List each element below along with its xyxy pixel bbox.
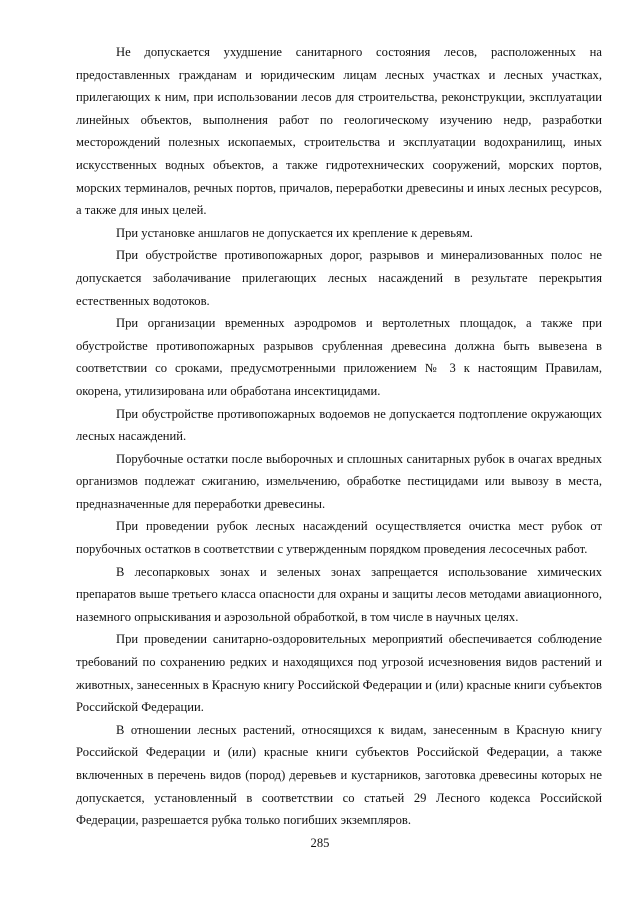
paragraph-6: Порубочные остатки после выборочных и сплошных санитарных рубок в очагах вредных организмов подлежат сжиганию, измельчению, обработке пестицидами или вывозу в места, предназначенные для переработки древесины. <box>76 451 602 511</box>
body-text <box>76 41 602 832</box>
paragraph-8: В лесопарковых зонах и зеленых зонах запрещается использование химических препаратов выше третьего класса опасности для охраны и защиты лесов методами авиационного, наземного опрыскивания и аэрозольной обработкой, в том числе в научных целях. <box>76 564 602 624</box>
paragraph-9: При проведении санитарно-оздоровительных мероприятий обеспечивается соблюдение требований по сохранению редких и находящихся под угрозой исчезновения видов растений и животных, занесенных в Красную книгу Российской Федерации и (или) красные книги субъектов Российской Федерации. <box>76 632 602 715</box>
paragraph-2: При установке аншлагов не допускается их крепление к деревьям. <box>116 225 473 240</box>
paragraph-7: При проведении рубок лесных насаждений осуществляется очистка мест рубок от порубочных остатков в соответствии с утвержденным порядком проведения лесосечных работ. <box>76 519 602 557</box>
paragraph-3: При обустройстве противопожарных дорог, разрывов и минерализованных полос не допускается заболачивание прилегающих лесных насаждений в результате перекрытия естественных водотоков. <box>76 248 602 308</box>
paragraph-1: Не допускается ухудшение санитарного состояния лесов, расположенных на предоставленных гражданам и юридическим лицам лесных участках и лесных участках, прилегающих к ним, при использовании лесов для строительства, реконструкции, эксплуатации линейных объектов, выполнения работ по геологическому изучению недр, разработки месторождений полезных ископаемых, строительства и эксплуатации водохранилищ, иных искусственных водных объектов, а также гидротехнических сооружений, морских портов, морских терминалов, речных портов, причалов, переработки древесины и иных лесных ресурсов, а также для иных целей. <box>76 45 602 218</box>
paragraph-5: При обустройстве противопожарных водоемов не допускается подтопление окружающих лесных насаждений. <box>76 406 602 444</box>
paragraph-4: При организации временных аэродромов и вертолетных площадок, а также при обустройстве противопожарных разрывов срубленная древесина должна быть вывезена в соответствии со сроками, предусмотренными приложением № 3 к настоящим Правилам, окорена, утилизирована или обработана инсектицидами. <box>76 316 602 398</box>
paragraph-10: В отношении лесных растений, относящихся к видам, занесенным в Красную книгу Российской Федерации и (или) красные книги субъектов Российской Федерации, а также включенных в перечень видов (пород) деревьев и кустарников, заготовка древесины которых не допускается, установленный в соответствии со статьей 29 Лесного кодекса Российской Федерации, разрешается рубка только погибших экземпляров. <box>76 722 602 828</box>
page-number: 285 <box>310 836 330 850</box>
